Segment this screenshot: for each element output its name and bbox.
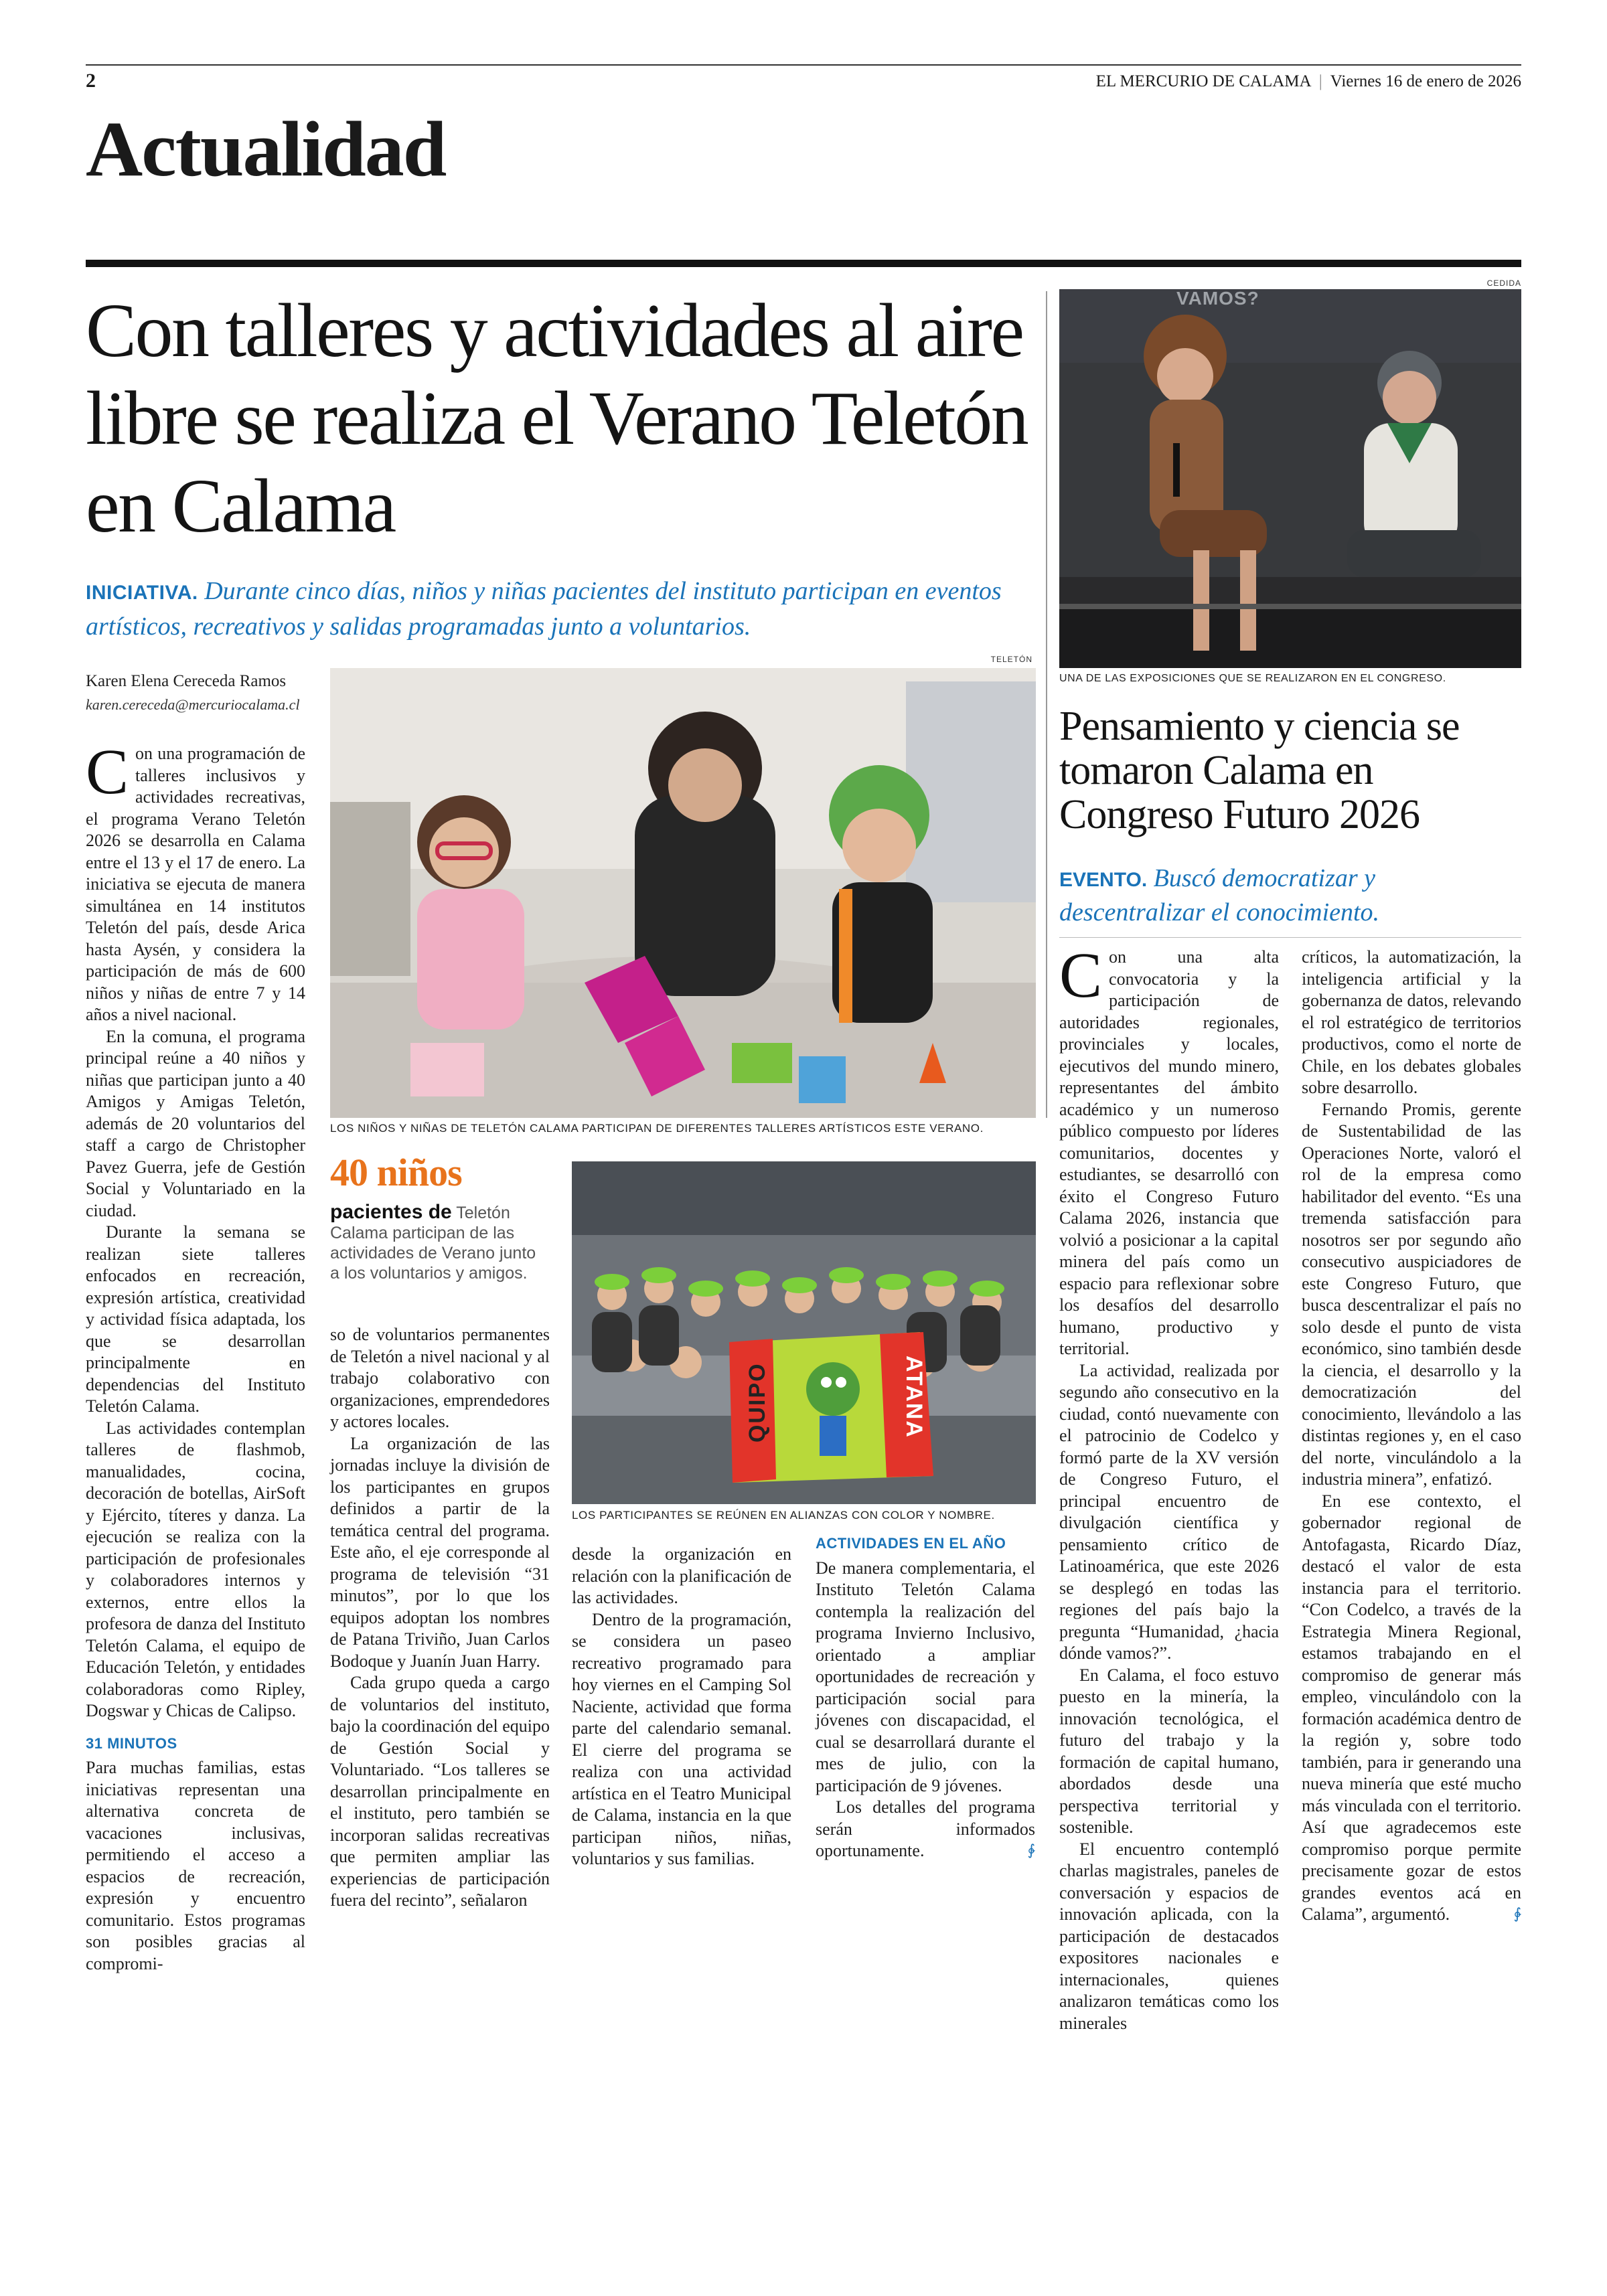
pullquote-rest: Teletón Calama participan de las actividades de Verano junto a los voluntarios y amigos. [330,1204,536,1283]
masthead-info [1096,72,1521,91]
side-kicker: EVENTO. [1059,869,1148,891]
kids-workshop-photo [330,668,1036,1118]
kids-workshop-illustration [330,668,1036,1118]
side-paragraph: El encuentro contempló charlas magistrales, paneles de conversación y espacios de innovación aplicada, con la participación de destacados expositores nacionales e internacionales, quienes analizaron temáticas como los minerales [1059,1839,1279,2033]
congress-photo [1059,289,1521,668]
main-column-3 [572,1544,791,1870]
main-paragraph [816,1797,1035,1862]
main-dropcap: C [86,736,129,807]
main-paragraph: Para muchas familias, estas iniciativas representan una alternativa concreta de vacaciones inclusivas, permitiendo el acceso a espacios de recreación, expresión y encuentro comunitario. Estos programas son posibles gracias al compromi- [86,1758,305,1973]
main-kicker: INICIATIVA. [86,582,198,604]
main-headline: Con talleres y actividades al aire libre se realiza el Verano Teletón en Calama [86,288,1028,548]
side-paragraph: La actividad, realizada por segundo año consecutivo en la ciudad, contó nuevamente con el patrocinio de Codelco y formó parte de la XV versión de Congreso Futuro, el principal encuentro de divulgación científica y pensamiento crítico de Latinoamérica, que este 2026 se desplegó en todas las regiones del país bajo la pregunta “Humanidad, ¿hacia dónde vamos?”. [1059,1360,1279,1663]
side-photo-caption: UNA DE LAS EXPOSICIONES QUE SE REALIZARON EN EL CONGRESO. [1059,673,1446,684]
group-illustration [572,1161,1036,1504]
main-column-1 [86,736,305,1975]
main-paragraph: Cada grupo queda a cargo de voluntarios del instituto, bajo la coordinación del equipo de Gestión Social y Voluntariado. “Los talleres se desarrollan principalmente en el instituto, pero también se incorporan salidas recreativas que permiten ampliar las experiencias de participación fuera del recinto”, señalaron [330,1673,550,1910]
main-paragraph: so de voluntarios permanentes de Teletón a nivel nacional y al trabajo colaborativo con organizaciones, emprendedores y actores locales. [330,1325,550,1431]
side-column-1 [1059,939,1279,2034]
subhead-actividades: ACTIVIDADES EN EL AÑO [816,1535,1006,1552]
group-photo [572,1161,1036,1504]
main-lead-text: Durante cinco días, niños y niñas pacientes del instituto participan en eventos artísticos, recreativos y salidas programadas junto a voluntarios. [86,577,1002,641]
photo1-caption: LOS NIÑOS Y NIÑAS DE TELETÓN CALAMA PARTICIPAN DE DIFERENTES TALLERES ARTÍSTICOS ESTE VERANO. [330,1122,984,1135]
photo1-credit: TELETÓN [990,655,1032,664]
side-dropcap: C [1059,939,1103,1011]
main-column-2 [330,1324,550,1912]
section-title: Actualidad [86,105,446,193]
side-paragraph: on una alta convocatoria y la participación de autoridades regionales, provinciales y locales, ejecutivos del mundo minero, representantes del ámbito académico y un numeroso público compuesto por líderes comunitarios, docentes y estudiantes, se desarrolló con éxito el Congreso Futuro Calama 2026, instancia que volvió a posicionar a la capital minera del país como un espacio para reflexionar sobre los desafíos del desarrollo humano, productivo y territorial. [1059,947,1279,1358]
photo2-caption: LOS PARTICIPANTES SE REÚNEN EN ALIANZAS CON COLOR Y NOMBRE. [572,1509,995,1522]
side-closing-paragraph: En ese contexto, el gobernador regional de Antofagasta, Ricardo Díaz, destacó el valor de esta instancia para el territorio. “Con Codelco, a través de la Estrategia Minera Regional, estamos trabajando en el compromiso de generar más empleo, vinculándolo con la formación académica dentro de la región y, sobre todo también, para ir generando una nueva minería que esté mucho más vinculada con el territorio. Así que agradecemos este compromiso porque permite precisamente gozar de estos grandes eventos acá en Calama”, argumentó. [1302,1491,1521,1924]
side-lead [1059,862,1521,928]
header-top-rule [86,64,1521,66]
banner-text-left: QUIPO [745,1362,770,1443]
side-paragraph: En Calama, el foco estuvo puesto en la minería, la innovación tecnológica, el futuro del trabajo y la formación de capital humano, abordados desde una perspectiva territorial y sostenible. [1059,1665,1279,1837]
masthead-divider: | [1314,72,1326,90]
side-column-2 [1302,947,1521,1926]
main-paragraph: Durante la semana se realizan siete talleres enfocados en recreación, expresión artística, creatividad y actividad física adaptada, los que se desarrollan principalmente en dependencias del Instituto Teletón Calama. [86,1222,305,1416]
main-paragraph: De manera complementaria, el Instituto Teletón Calama contempla la realización del programa Invierno Inclusivo, orientado a ampliar oportunidades de recreación y participación social para jóvenes con discapacidad, el cual se desarrollará durante el mes de julio, con la participación de 9 jóvenes. [816,1558,1035,1795]
author-name: Karen Elena Cereceda Ramos [86,672,287,690]
side-paragraph: críticos, la automatización, la inteligencia artificial y la gobernanza de datos, relevando el rol estratégico de territorios productivos, como el norte de Chile, en los debates globales sobre desarrollo. [1302,947,1521,1097]
side-paragraph: Fernando Promis, gerente de Sustentabilidad de las Operaciones Norte, valoró el rol de la empresa como habilitador del evento. “Es una tremenda satisfacción para nosotros ser por segundo año consecutivo auspiciadores de este Congreso Futuro, que busca descentralizar el país no solo desde el punto de vista económico, sino también desde la ciencia, el desarrollo y la democratización del conocimiento, llevándolo a las distintas regiones y, en el caso del norte, vinculándolo a la industria minera”, enfatizó. [1302,1099,1521,1489]
side-lead-rule [1059,937,1521,938]
main-paragraph: En la comuna, el programa principal reúne a 40 niños y niñas que participan junto a 40 Amigos y Amigas Teletón, además de 20 voluntarios del staff a cargo de Christopher Pavez Guerra, jefe de Gestión Social y Voluntariado en la ciudad. [86,1026,305,1220]
main-paragraph: Las actividades contemplan talleres de flashmob, manualidades, cocina, decoración de botellas, AirSoft y Ejército, títeres y danza. La ejecución se realiza con la participación de profesionales y colaboradores internos y externos, entre ellos la profesora de danza del Instituto Teletón Calama, el equipo de Educación Teletón, y entidades colaboradoras como Ripley, Dogswar y Chicas de Calipso. [86,1418,305,1720]
pullquote-text [330,1202,542,1283]
banner-text-right: ATANA [901,1356,927,1439]
main-lead [86,574,1043,643]
newspaper-name: EL MERCURIO DE CALAMA [1095,72,1311,90]
side-headline: Pensamiento y ciencia se tomaron Calama en Congreso Futuro 2026 [1059,704,1460,837]
end-mark-icon: ∲ [1027,1842,1035,1859]
side-paragraph [1302,1491,1521,1926]
pullquote-bold: pacientes de [330,1201,452,1223]
subhead-31-minutos: 31 MINUTOS [86,1734,177,1752]
page-number: 2 [86,70,96,92]
congress-illustration [1059,289,1521,668]
side-photo-credit: CEDIDA [1486,278,1521,288]
issue-date: Viernes 16 de enero de 2026 [1330,72,1521,90]
main-column-4 [816,1533,1035,1862]
screen-text: VAMOS? [1176,289,1259,309]
side-divider [1046,291,1047,1118]
closing-paragraph: Los detalles del programa serán informados oportunamente. [816,1797,1035,1860]
section-rule [86,260,1521,267]
main-paragraph: desde la organización en relación con la planificación de las actividades. [572,1544,791,1607]
side-lead-text: Buscó democratizar y descentralizar el conocimiento. [1059,864,1380,926]
main-paragraph: on una programación de talleres inclusivos y actividades recreativas, el programa Verano Teletón 2026 se desarrolla en Calama entre el 13 y el 17 de enero. La iniciativa se ejecuta de manera simultánea en 14 institutos Teletón del país, desde Arica hasta Aysén, y considera la participación de más de 600 niños y niñas de entre 7 y 14 años a nivel nacional. [86,744,305,1024]
end-mark-icon: ∲ [1513,1906,1521,1922]
author-email: karen.cereceda@mercuriocalama.cl [86,696,300,713]
main-paragraph: Dentro de la programación, se considera un paseo recreativo programado para hoy viernes en el Camping Sol Naciente, actividad que forma parte del calendario semanal. El cierre del programa se realiza con una actividad artística en el Teatro Municipal de Calama, instancia en la que participan niños, niñas, voluntarios y sus familias. [572,1609,791,1868]
pullquote-number: 40 niños [330,1151,462,1194]
main-paragraph: La organización de las jornadas incluye la división de los participantes en grupos definidos a partir de la temática central del programa. Este año, el eje corresponde al programa de televisión “31 minutos”, por lo que los equipos adoptan los nombres de Patana Triviño, Juan Carlos Bodoque y Juanín Juan Harry. [330,1433,550,1671]
